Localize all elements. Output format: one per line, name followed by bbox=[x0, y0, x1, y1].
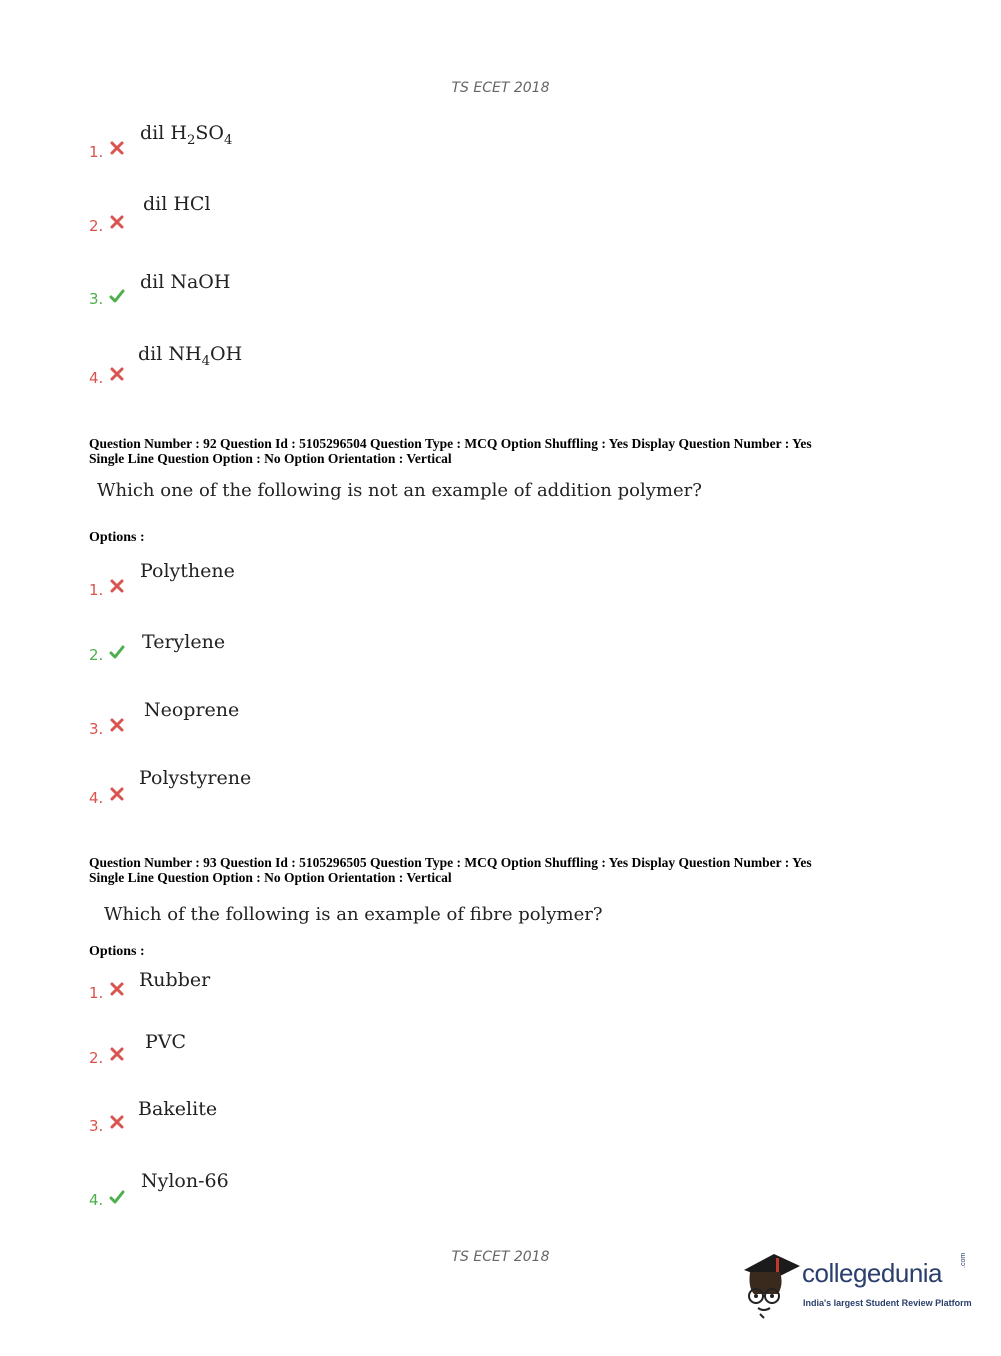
page-header: TS ECET 2018 bbox=[451, 80, 550, 96]
option-number: 2. bbox=[89, 646, 104, 664]
option-text: Rubber bbox=[139, 969, 211, 991]
option-number: 4. bbox=[89, 789, 104, 807]
option-text: dil $H_2SO_4$ bbox=[140, 122, 233, 148]
option-number: 2. bbox=[89, 1049, 104, 1067]
logo-suffix: .com bbox=[960, 1252, 967, 1268]
cross-icon bbox=[109, 786, 125, 802]
question-text: Which of the following is an example of fibre polymer? bbox=[104, 904, 603, 925]
collegedunia-logo bbox=[740, 1248, 970, 1320]
option-number: 3. bbox=[89, 290, 104, 308]
option-number: 3. bbox=[89, 720, 104, 738]
cross-icon bbox=[109, 578, 125, 594]
option-text: dil NaOH bbox=[140, 271, 231, 293]
cross-icon bbox=[109, 1114, 125, 1130]
logo-wordmark: collegedunia bbox=[802, 1258, 943, 1288]
option-number: 1. bbox=[89, 984, 104, 1002]
option-text: Terylene bbox=[142, 631, 226, 653]
cross-icon bbox=[109, 140, 125, 156]
page-footer: TS ECET 2018 bbox=[451, 1249, 550, 1265]
cross-icon bbox=[109, 366, 125, 382]
options-label: Options : bbox=[89, 530, 145, 545]
question-meta: Question Number : 92 Question Id : 5105296504 Question Type : MCQ Option Shuffling : Yes Display Question Number : Yes bbox=[89, 436, 812, 451]
question-meta: Single Line Question Option : No Option Orientation : Vertical bbox=[89, 870, 452, 885]
option-text: PVC bbox=[145, 1031, 187, 1053]
option-text: Polythene bbox=[140, 560, 235, 582]
option-text: Polystyrene bbox=[139, 767, 252, 789]
options-label: Options : bbox=[89, 944, 145, 959]
option-text: dil HCl bbox=[143, 193, 211, 215]
check-icon bbox=[109, 288, 125, 304]
question-meta: Single Line Question Option : No Option Orientation : Vertical bbox=[89, 451, 452, 466]
cross-icon bbox=[109, 717, 125, 733]
question-meta: Question Number : 93 Question Id : 5105296505 Question Type : MCQ Option Shuffling : Yes Display Question Number : Yes bbox=[89, 855, 812, 870]
option-text: Bakelite bbox=[138, 1098, 218, 1120]
option-number: 2. bbox=[89, 217, 104, 235]
option-text: dil $NH_4OH$ bbox=[138, 343, 243, 369]
cross-icon bbox=[109, 981, 125, 997]
option-number: 1. bbox=[89, 143, 104, 161]
check-icon bbox=[109, 644, 125, 660]
option-text: Neoprene bbox=[144, 699, 240, 721]
check-icon bbox=[109, 1189, 125, 1205]
option-number: 4. bbox=[89, 1191, 104, 1209]
question-text: Which one of the following is not an example of addition polymer? bbox=[97, 480, 702, 501]
option-number: 4. bbox=[89, 369, 104, 387]
logo-tagline: India's largest Student Review Platform bbox=[803, 1298, 972, 1308]
cross-icon bbox=[109, 214, 125, 230]
option-number: 1. bbox=[89, 581, 104, 599]
cross-icon bbox=[109, 1046, 125, 1062]
option-number: 3. bbox=[89, 1117, 104, 1135]
mascot-icon bbox=[740, 1248, 800, 1320]
option-text: Nylon-66 bbox=[141, 1170, 229, 1192]
